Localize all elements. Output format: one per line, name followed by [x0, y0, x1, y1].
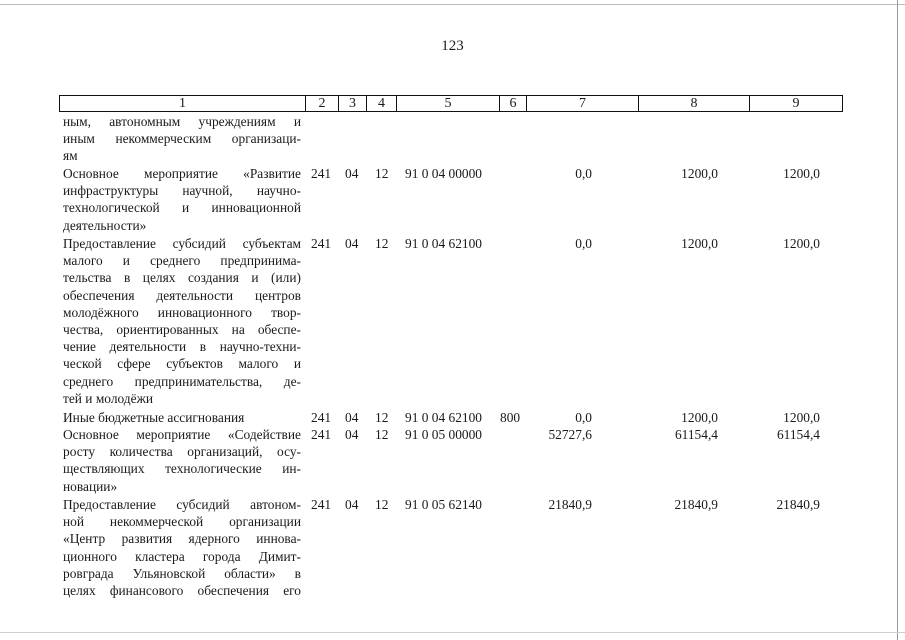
description-line: ям	[63, 148, 78, 164]
description-line: новации»	[63, 478, 118, 494]
header-cell-9: 9	[792, 96, 800, 111]
description-line: инфраструктуры научной, научно-	[63, 183, 301, 199]
header-cell-1: 1	[60, 96, 306, 111]
description-line: ным, автономным учреждениям и	[63, 114, 301, 129]
cell-col2: 241	[311, 410, 332, 425]
cell-col9: 1200,0	[783, 236, 820, 251]
cell-col2: 241	[311, 497, 332, 512]
cell-col4: 12	[375, 166, 389, 181]
cell-col5: 91 0 04 62100	[405, 236, 482, 251]
description-line: тей и молодёжи	[63, 390, 153, 406]
cell-col5: 91 0 04 62100	[405, 410, 482, 425]
table-row-description	[63, 165, 301, 234]
description-line: тельства в целях создания и (или)	[63, 270, 301, 286]
table-header-row	[59, 95, 843, 112]
description-line: Основное мероприятие «Содействие	[63, 427, 301, 442]
cell-col4: 12	[375, 497, 389, 512]
description-line: Основное мероприятие «Развитие	[63, 166, 301, 181]
cell-col9: 1200,0	[783, 410, 820, 425]
cell-col7: 0,0	[575, 410, 592, 425]
description-line: чества, ориентированных на обеспе-	[63, 321, 301, 337]
cell-col4: 12	[375, 427, 389, 442]
header-cell-8: 8	[639, 96, 750, 111]
description-line: чение деятельности в научно-техни-	[63, 339, 301, 355]
header-cell-3: 3	[339, 96, 367, 111]
description-line: Иные бюджетные ассигнования	[63, 410, 245, 425]
description-line: молодёжного инновационного твор-	[63, 304, 301, 320]
cell-col2: 241	[311, 427, 332, 442]
header-cell-5: 5	[397, 96, 500, 111]
cell-col8: 1200,0	[681, 166, 718, 181]
cell-col7: 0,0	[575, 236, 592, 251]
cell-col4: 12	[375, 410, 389, 425]
scan-edge-top	[0, 4, 905, 5]
description-line: среднего предпринимательства, де-	[63, 373, 301, 389]
table-row-description	[63, 426, 301, 495]
description-line: ной некоммерческой организации	[63, 514, 301, 530]
description-line: малого и среднего предпринима-	[63, 253, 301, 269]
cell-col9: 21840,9	[776, 497, 820, 512]
description-line: «Центр развития ядерного иннова-	[63, 531, 301, 547]
cell-col3: 04	[345, 410, 359, 425]
description-line: ческой сфере субъектов малого и	[63, 356, 301, 372]
cell-col3: 04	[345, 236, 359, 251]
cell-col5: 91 0 05 00000	[405, 427, 482, 442]
cell-col6: 800	[500, 410, 521, 425]
cell-col8: 21840,9	[674, 497, 718, 512]
scan-edge-bottom	[0, 632, 905, 633]
cell-col5: 91 0 04 00000	[405, 166, 482, 181]
cell-col8: 1200,0	[681, 410, 718, 425]
cell-col3: 04	[345, 497, 359, 512]
description-line: обеспечения деятельности центров	[63, 287, 301, 303]
description-line: деятельности»	[63, 217, 147, 233]
description-line: Предоставление субсидий субъектам	[63, 236, 301, 251]
cell-col7: 0,0	[575, 166, 592, 181]
table-row-description	[63, 496, 301, 599]
table-row-description	[63, 113, 301, 165]
page-number: 123	[441, 38, 464, 54]
cell-col8: 61154,4	[674, 427, 718, 442]
description-line: росту количества организаций, осу-	[63, 444, 301, 460]
header-cell-7: 7	[527, 96, 639, 111]
scan-edge-right	[897, 0, 898, 640]
cell-col7: 52727,6	[548, 427, 592, 442]
cell-col4: 12	[375, 236, 389, 251]
cell-col2: 241	[311, 166, 332, 181]
header-cell-6: 6	[500, 96, 527, 111]
header-cell-4: 4	[367, 96, 397, 111]
description-line: Предоставление субсидий автоном-	[63, 497, 301, 512]
cell-col7: 21840,9	[548, 497, 592, 512]
table-row-description	[63, 409, 301, 426]
description-line: иным некоммерческим организаци-	[63, 131, 301, 147]
table-row-description	[63, 235, 301, 407]
cell-col9: 1200,0	[783, 166, 820, 181]
description-line: технологической и инновационной	[63, 200, 301, 216]
cell-col3: 04	[345, 427, 359, 442]
description-line: ществляющих технологические ин-	[63, 461, 301, 477]
header-cell-2: 2	[306, 96, 339, 111]
cell-col8: 1200,0	[681, 236, 718, 251]
description-line: ровграда Ульяновской области» в	[63, 565, 301, 581]
cell-col9: 61154,4	[776, 427, 820, 442]
cell-col3: 04	[345, 166, 359, 181]
description-line: ционного кластера города Димит-	[63, 548, 301, 564]
description-line: целях финансового обеспечения его	[63, 582, 301, 598]
cell-col2: 241	[311, 236, 332, 251]
cell-col5: 91 0 05 62140	[405, 497, 482, 512]
